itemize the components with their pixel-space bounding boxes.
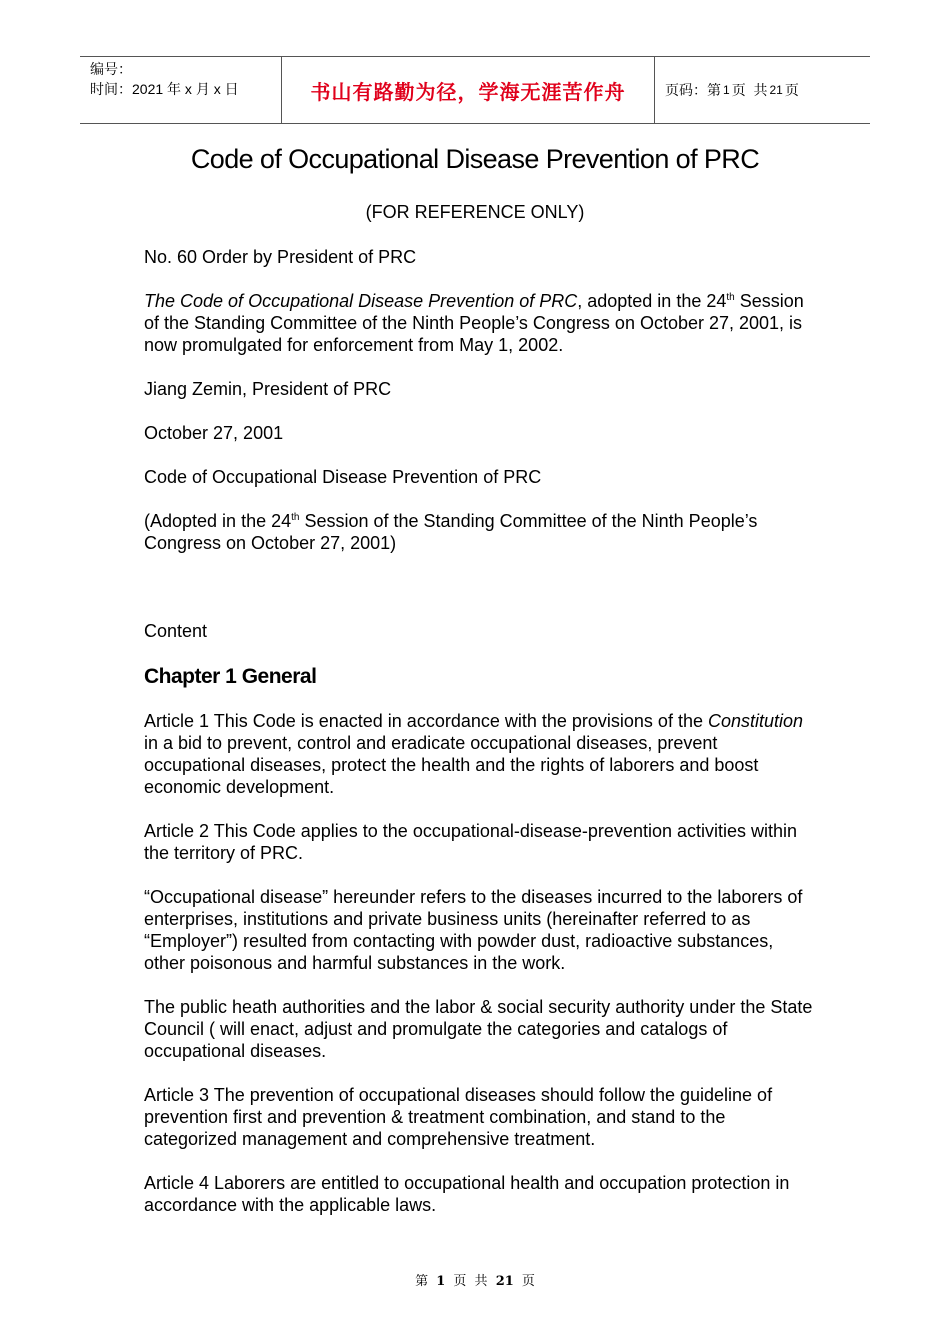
header-meta-cell (80, 57, 281, 123)
promulgation-text-b: Session of the Standing Committee of the Ninth People’s Congress on October 27, 2001, is now promulgated for enforcement from May 1, 2002. (144, 291, 804, 355)
page-footer (0, 1270, 950, 1289)
adoption-sup: th (291, 512, 300, 523)
authorities-paragraph: The public heath authorities and the labor & social security authority under the State Council ( will enact, adjust and promulgate the categories and catalogs of occupational diseases. (144, 997, 813, 1061)
order-number: No. 60 Order by President of PRC (144, 247, 417, 267)
footer-suffix: 页 (521, 1274, 535, 1289)
footer-prefix: 第 (415, 1274, 429, 1289)
serial-number-label: 编号： (90, 61, 132, 77)
occupational-disease-definition: “Occupational disease” hereunder refers to the diseases incurred to the laborers of enterprises, institutions and private business units (hereinafter referred to as “Employer”) resulted from contacting with powder dust, radioactive substances, other poisonous and harmful substances in the work. (144, 887, 803, 973)
document-subtitle: (FOR REFERENCE ONLY) (365, 202, 585, 222)
adoption-text-b: Session of the Standing Committee of the Ninth People’s Congress on October 27, 2001) (144, 511, 758, 553)
header-page-current: 1 (723, 83, 730, 97)
article-1 (144, 710, 814, 798)
article-4: Article 4 Laborers are entitled to occupational health and occupation protection in accordance with the applicable laws. (144, 1173, 790, 1215)
promulgation-text-a: , adopted in the 24 (577, 291, 727, 311)
adoption-text-a: (Adopted in the 24 (144, 511, 292, 531)
signing-date: October 27, 2001 (144, 423, 284, 443)
header-page-suffix: 页 (784, 82, 799, 98)
spacer (144, 576, 814, 598)
document-body (144, 246, 814, 1238)
code-title: Code of Occupational Disease Prevention of PRC (144, 467, 542, 487)
footer-page-current: 1 (436, 1274, 446, 1289)
chapter-heading: Chapter 1 General (144, 665, 317, 688)
content-label: Content (144, 621, 208, 641)
adoption-note (144, 510, 814, 554)
header-page-total: 21 (769, 83, 783, 97)
article-1-text-b: in a bid to prevent, control and eradicate occupational diseases, prevent occupational diseases, protect the health and the rights of laborers and boost economic development. (144, 733, 759, 797)
article-2: Article 2 This Code applies to the occupational-disease-prevention activities within the territory of PRC. (144, 821, 798, 863)
header-page-info (655, 57, 870, 123)
promulgation-paragraph (144, 290, 814, 356)
header-page-prefix: 页码：第 (665, 82, 721, 98)
article-3: Article 3 The prevention of occupational diseases should follow the guideline of prevention first and prevention & treatment combination, and stand to the categorized management and comprehensive treatment. (144, 1085, 773, 1149)
spacer (144, 598, 814, 620)
page-header (80, 56, 870, 124)
article-1-text-a: Article 1 This Code is enacted in accordance with the provisions of the (144, 711, 708, 731)
time-label: 时间：2021 年 x 月 x 日 (90, 81, 239, 97)
signatory: Jiang Zemin, President of PRC (144, 379, 392, 399)
footer-mid: 页 共 (453, 1274, 488, 1289)
header-motto: 书山有路勤为径，学海无涯苦作舟 (281, 57, 655, 123)
footer-page-total: 21 (495, 1274, 514, 1289)
article-1-italic: Constitution (707, 711, 804, 731)
promulgation-sup: th (726, 292, 735, 303)
document-title: Code of Occupational Disease Prevention of PRC (190, 144, 760, 174)
header-page-mid: 页 共 (731, 82, 768, 98)
promulgation-italic-title: The Code of Occupational Disease Prevention of PRC (144, 291, 578, 311)
